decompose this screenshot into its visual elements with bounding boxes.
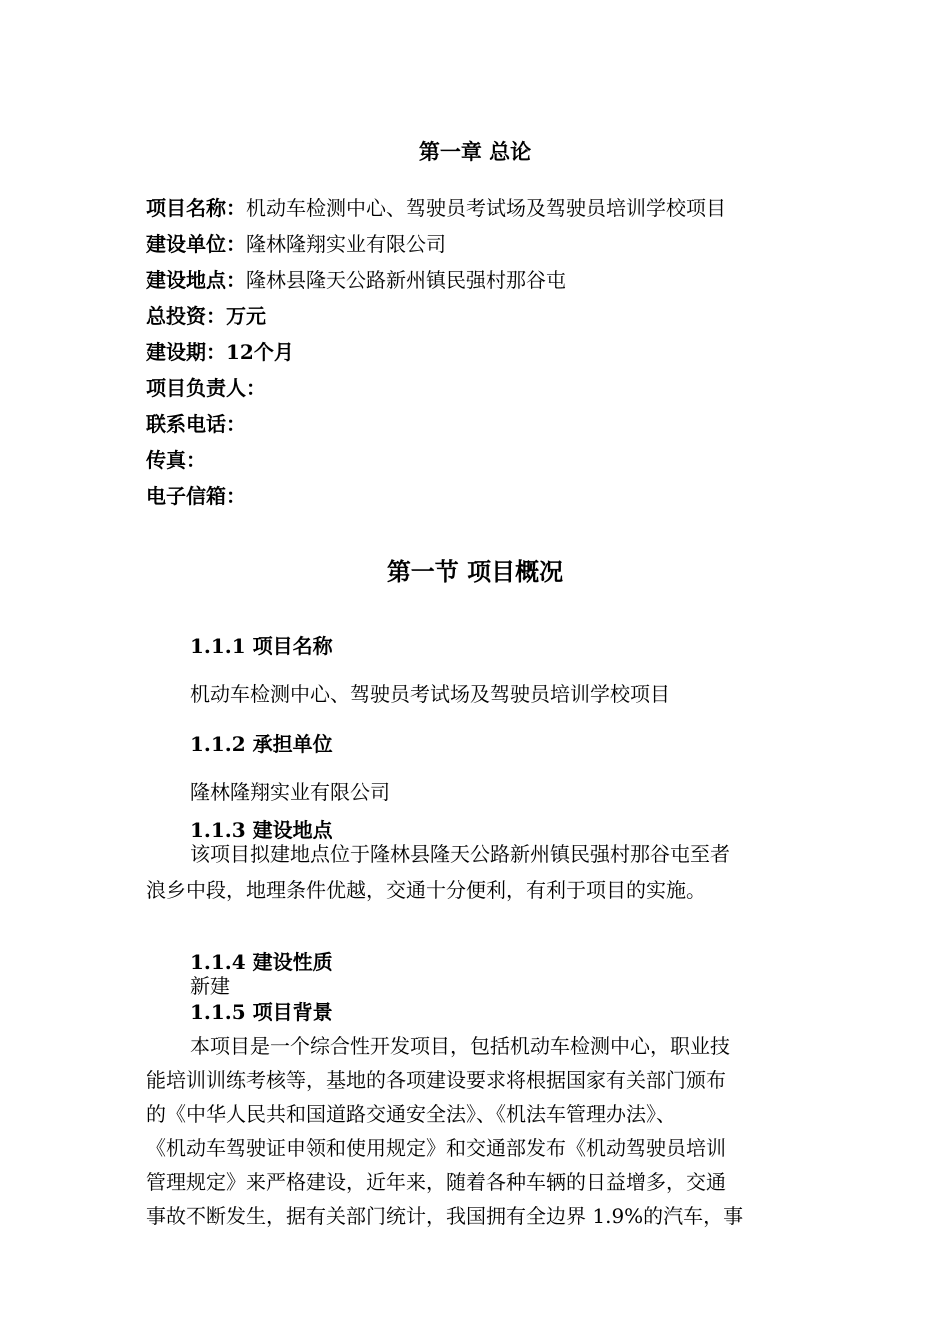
paragraph-line: 能培训训练考核等，基地的各项建设要求将根据国家有关部门颁布	[146, 1068, 726, 1092]
info-label: 建设期：12个月	[146, 340, 294, 364]
paragraph-line: 浪乡中段，地理条件优越，交通十分便利，有利于项目的实施。	[146, 878, 706, 902]
info-label: 建设单位：	[146, 232, 246, 256]
info-line-location	[146, 264, 566, 293]
info-line-email	[146, 480, 246, 509]
info-line-manager	[146, 372, 266, 401]
subsection-heading: 1.1.5 项目背景	[190, 1000, 333, 1024]
info-line-period	[146, 336, 294, 365]
info-label: 建设地点：	[146, 268, 246, 292]
info-value: 机动车检测中心、驾驶员考试场及驾驶员培训学校项目	[246, 196, 726, 220]
info-value: 隆林隆翔实业有限公司	[246, 232, 446, 256]
subsection-heading: 1.1.4 建设性质	[190, 950, 333, 974]
paragraph-line: 《机动车驾驶证申领和使用规定》和交通部发布《机动驾驶员培训	[146, 1136, 726, 1160]
info-line-fax	[146, 444, 206, 473]
info-line-unit	[146, 228, 446, 257]
subsection-text: 隆林隆翔实业有限公司	[190, 780, 390, 804]
info-label: 项目负责人：	[146, 376, 266, 400]
paragraph-line: 管理规定》来严格建设，近年来，随着各种车辆的日益增多，交通	[146, 1170, 726, 1194]
paragraph-line: 的《中华人民共和国道路交通安全法》、《机法车管理办法》、	[146, 1102, 676, 1126]
subsection-text: 机动车检测中心、驾驶员考试场及驾驶员培训学校项目	[190, 682, 670, 706]
subsection-text: 新建	[190, 974, 230, 998]
info-label: 联系电话：	[146, 412, 246, 436]
info-line-project-name	[146, 192, 726, 221]
subsection-heading: 1.1.1 项目名称	[190, 634, 333, 658]
info-line-phone	[146, 408, 246, 437]
section-title: 第一节 项目概况	[386, 557, 564, 586]
info-label: 总投资：万元	[146, 304, 266, 328]
subsection-heading: 1.1.2 承担单位	[190, 732, 333, 756]
info-label: 电子信箱：	[146, 484, 246, 508]
paragraph-line: 本项目是一个综合性开发项目，包括机动车检测中心，职业技	[190, 1034, 730, 1058]
chapter-title: 第一章 总论	[418, 139, 532, 164]
paragraph-line: 该项目拟建地点位于隆林县隆天公路新州镇民强村那谷屯至者	[190, 842, 730, 866]
info-label: 项目名称：	[146, 196, 246, 220]
info-label: 传真：	[146, 448, 206, 472]
paragraph-line: 事故不断发生，据有关部门统计，我国拥有全边界 1.9%的汽车，事	[146, 1204, 744, 1228]
subsection-heading: 1.1.3 建设地点	[190, 818, 333, 842]
info-line-investment	[146, 300, 266, 329]
info-value: 隆林县隆天公路新州镇民强村那谷屯	[246, 268, 566, 292]
